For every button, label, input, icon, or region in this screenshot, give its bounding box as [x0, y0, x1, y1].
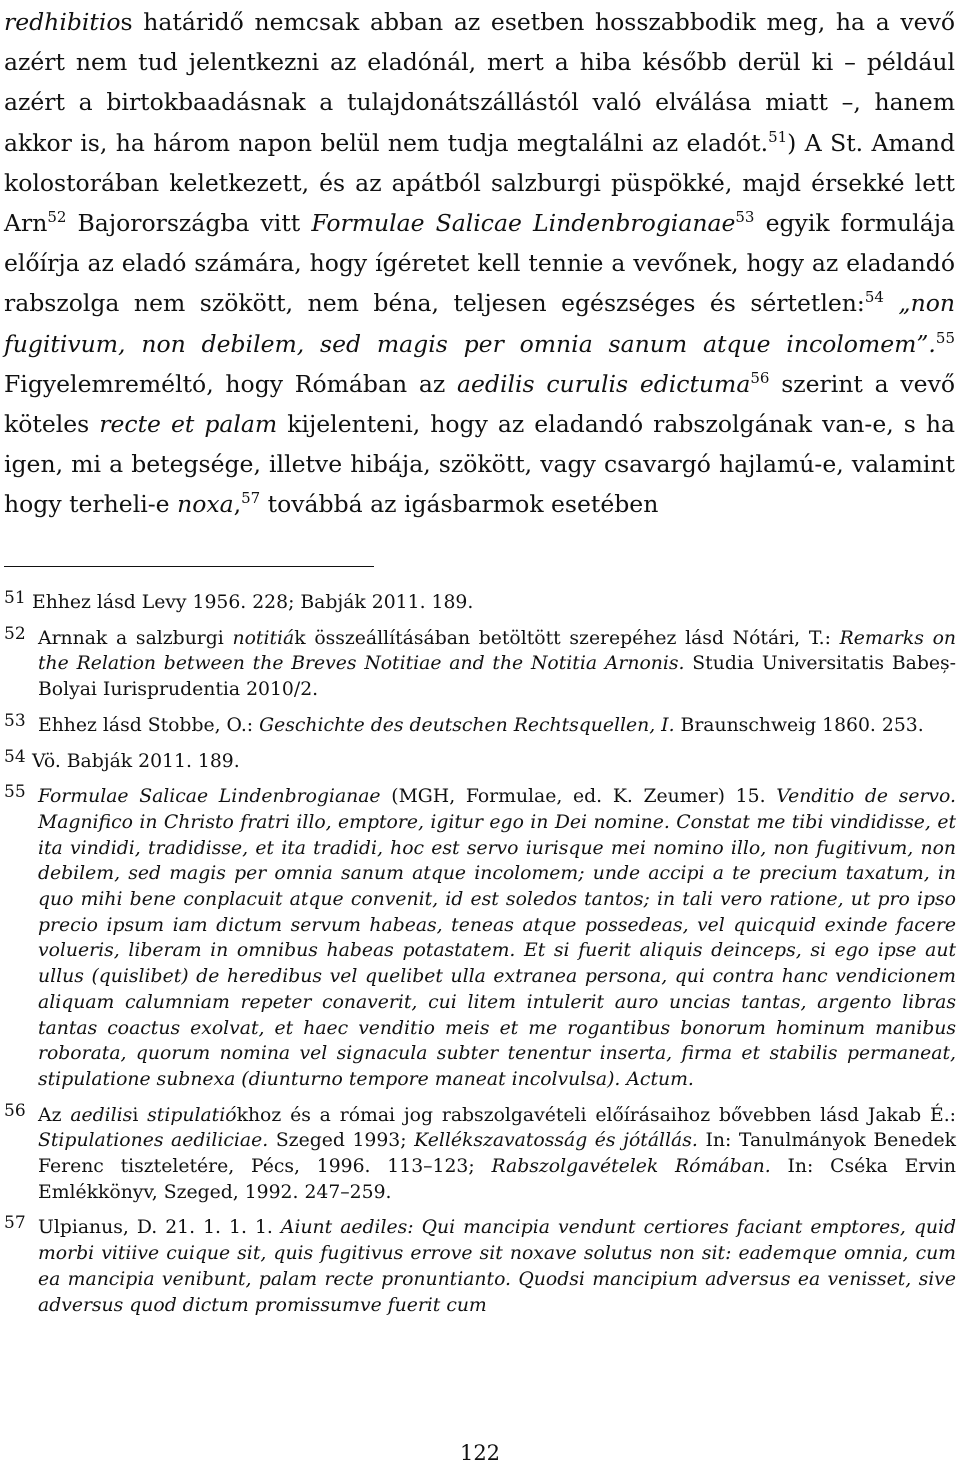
footnote-separator: [4, 566, 374, 567]
footnote-number: 53: [4, 710, 26, 731]
page-number: 122: [459, 1441, 501, 1465]
footnote-ref-56[interactable]: 56: [750, 368, 770, 387]
footnote-ref-52[interactable]: 52: [47, 208, 67, 227]
footnotes: [4, 590, 956, 1328]
footnote-ref-53[interactable]: 53: [735, 208, 755, 227]
footnote-ref-54[interactable]: 54: [864, 288, 884, 307]
footnote-53: 53 Ehhez lásd Stobbe, O.: Geschichte des deutschen Rechtsquellen, I. Braunschweig 1860. 253.: [4, 710, 924, 736]
footnote-ref-55[interactable]: 55: [935, 328, 955, 347]
main-body-text: redhibitios határidő nemcsak abban az esetben hosszabbodik meg, ha a vevő azért nem tud jelentkezni az eladónál, mert a hiba később derül ki – például azért a birtokbaadásnak a tulajdonátszállástól való elválása miatt –, hanem akkor is, ha három napon belül nem tudja megtalálni az eladót.$^{51}$) A St. Amand kolostorában keletkezett, és az apátból salzburgi püspökké, majd érsekké lett Arn$^{52}$ Bajorországba vitt Formulae Salicae Lindenbrogianae$^{53}$ egyik formulája előírja az eladó számára, hogy ígéretet kell tennie a vevőnek, hogy az eladandó rabszolga nem szökött, nem béna, teljesen egészséges és sértetlen:$^{54}$ „non fugitivum, non debilem, sed magis per omnia sanum atque incolomem”.$^{55}$ Figyelemreméltó, hogy Rómában az aedilis curulis edictuma$^{56}$ szerint a vevő köteles recte et palam kijelenteni, hogy az eladandó rabszolgának van-e, s ha igen, mi a betegsége, illetve hibája, szökött, vagy csavargó hajlamú-e, valamint hogy terheli-e noxa,$^{57}$ továbbá az igásbarmok esetében: [4, 8, 956, 519]
footnote-number: 55: [4, 782, 26, 803]
footnote-number: 57: [4, 1213, 26, 1234]
footnote-52: 52 Arnnak a salzburgi notitiák összeállításában betöltött szerepéhez lásd Nótári, T.: Remarks on the Relation between the Breves Notitiae and the Notitia Arnonis. Studia Universitatis Babeș-Bolyai Iurisprudentia 2010/2.: [4, 623, 957, 701]
footnote-54: 54 Vö. Babják 2011. 189.: [4, 746, 240, 772]
footnote-number: 52: [4, 623, 26, 644]
footnote-56: 56 Az aedilisi stipulatiókhoz és a római jog rabszolgavételi előírásaihoz bővebben lásd Jakab É.: Stipulationes aediliciae. Szeged 1993; Kellékszavatosság és jótállás. In: Tanulmányok Benedek Ferenc tiszteletére, Pécs, 1996. 113–123; Rabszolgavételek Rómában. In: Cséka Ervin Emlékkönyv, Szeged, 1992. 247–259.: [4, 1100, 956, 1203]
footnote-ref-57[interactable]: 57: [241, 489, 261, 508]
footnote-ref-51[interactable]: 51: [768, 127, 788, 146]
footnote-51: 51 Ehhez lásd Levy 1956. 228; Babják 2011. 189.: [4, 588, 474, 613]
footnote-number: 54: [4, 746, 26, 767]
footnote-55: 55 Formulae Salicae Lindenbrogianae (MGH, Formulae, ed. K. Zeumer) 15. Venditio de servo. Magnifico in Christo fratri illo, emptore, igitur ego in Dei nomine. Constat me tibi vindidisse, et ita vindidi, tradidisse, et ita tradidi, hoc est servo iurisque mei nomino illo, non fugitivum, non debilem, sed magis per omnia sanum atque incolomem; unde accipi a te precium taxatum, in quo mihi bene conplacuit atque convenit, id est soledos tantos; in tali vero ratione, ut pro ipso precio ipsum iam dictum servum habeas, teneas atque possedeas, vel quicquid exinde facere volueris, liberam in omnibus habeas potastatem. Et si fuerit aliquis deinceps, si ego ipse aut ullus (quislibet) de heredibus vel quelibet ulla extranea persona, qui contra hanc vendicionem aliquam calumniam repeter conaverit, cui litem intulerit auro uncias tantas, argento libras tantas coactus exolvat, et haec venditio meis et me rogantibus bonorum hominum manibus roborata, quorum nomina vel signacula subter tenentur inserta, firma et stabilis permaneat, stipulatione subnexa (diunturno tempore maneat incolvulsa). Actum.: [4, 782, 956, 1090]
footnote-57: 57 Ulpianus, D. 21. 1. 1. 1. Aiunt aediles: Qui mancipia vendunt certiores faciant emptores, quid morbi vitiive cuique sit, quis fugitivus errove sit noxave solutus non sit: eademque omnia, cum ea mancipia venibunt, palam recte pronuntianto. Quodsi mancipium adversus ea venisset, sive adversus quod dictum promissumve fuerit cum: [4, 1213, 956, 1316]
footnote-number: 51: [4, 588, 26, 608]
footnote-number: 56: [4, 1100, 26, 1121]
